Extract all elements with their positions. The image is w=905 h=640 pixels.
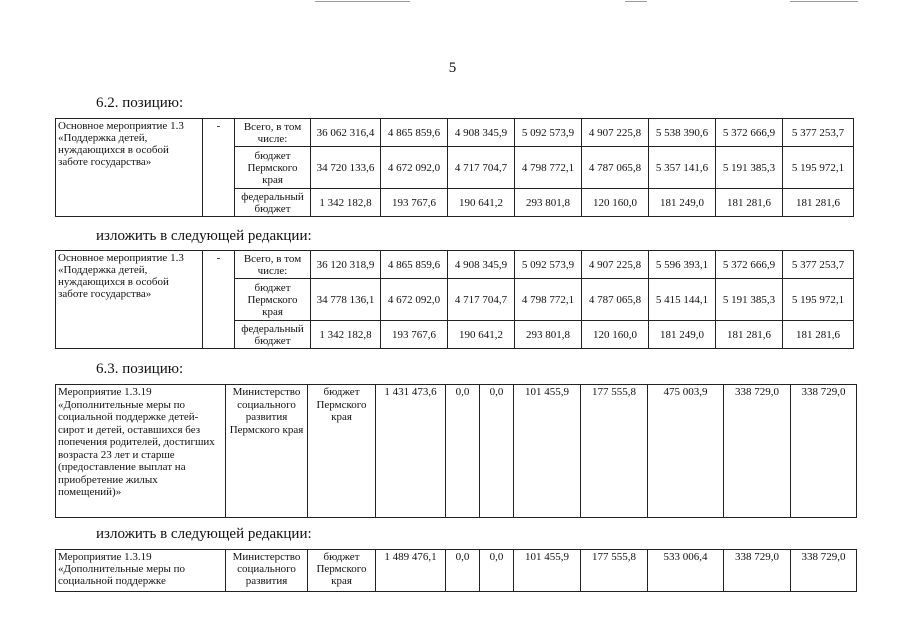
section-6-3-heading: 6.3. позицию: [96,361,184,377]
executor-cell: Министерство социального развития Пермского края [226,385,308,518]
value-cell: 190 641,2 [448,321,515,349]
value-cell: 533 006,4 [648,550,724,592]
value-cell: 5 538 390,6 [649,119,716,147]
executor-cell: - [203,251,235,349]
value-cell: 5 377 253,7 [783,251,854,279]
value-cell: 293 801,8 [515,321,582,349]
value-cell: 0,0 [446,385,480,518]
value-cell: 1 342 182,8 [311,189,381,217]
value-cell: 120 160,0 [582,189,649,217]
scan-edge-line [790,1,858,2]
value-cell: 4 672 092,0 [381,279,448,321]
value-cell: 4 672 092,0 [381,147,448,189]
value-cell: 190 641,2 [448,189,515,217]
value-cell: 193 767,6 [381,189,448,217]
row-label: федеральный бюджет [235,321,311,349]
value-cell: 181 281,6 [783,189,854,217]
measure-description: Основное мероприятие 1.3 «Поддержка детей, нуждающихся в особой заботе государства» [56,251,203,349]
measure-description: Мероприятие 1.3.19 «Дополнительные меры по социальной поддержке детей-сирот и детей, оставшихся без попечения родителей, достигших возраста 23 лет и старше (предоставление выплат на приобретение жилых помещений)» [56,385,226,518]
value-cell: 181 249,0 [649,189,716,217]
value-cell: 5 195 972,1 [783,147,854,189]
value-cell: 0,0 [480,385,514,518]
value-cell: 4 717 704,7 [448,147,515,189]
value-cell: 120 160,0 [582,321,649,349]
page-number: 5 [448,60,457,76]
value-cell: 338 729,0 [791,550,857,592]
table-6-2-new [55,250,854,349]
value-cell: 4 865 859,6 [381,119,448,147]
value-cell: 4 907 225,8 [582,119,649,147]
value-cell: 181 281,6 [716,189,783,217]
value-cell: 4 798 772,1 [515,147,582,189]
value-cell: 4 787 065,8 [582,147,649,189]
value-cell: 101 455,9 [514,550,581,592]
value-cell: 101 455,9 [514,385,581,518]
scan-edge-line [315,1,410,2]
value-cell: 36 120 318,9 [311,251,381,279]
table-6-2-old [55,118,854,217]
value-cell: 293 801,8 [515,189,582,217]
measure-description: Основное мероприятие 1.3 «Поддержка детей, нуждающихся в особой заботе государства» [56,119,203,217]
value-cell: 0,0 [446,550,480,592]
table-row [56,550,857,592]
section-6-3-replace-heading: изложить в следующей редакции: [96,526,312,542]
value-cell: 5 195 972,1 [783,279,854,321]
table-row [56,119,854,147]
value-cell: 1 431 473,6 [376,385,446,518]
value-cell: 4 908 345,9 [448,119,515,147]
table-6-3-new [55,549,857,592]
value-cell: 5 357 141,6 [649,147,716,189]
value-cell: 5 372 666,9 [716,119,783,147]
value-cell: 4 798 772,1 [515,279,582,321]
section-6-2-heading: 6.2. позицию: [96,95,184,111]
row-label: федеральный бюджет [235,189,311,217]
value-cell: 1 489 476,1 [376,550,446,592]
value-cell: 5 092 573,9 [515,251,582,279]
value-cell: 5 415 144,1 [649,279,716,321]
value-cell: 177 555,8 [581,385,648,518]
section-6-2-replace-heading: изложить в следующей редакции: [96,228,312,244]
executor-cell: - [203,119,235,217]
value-cell: 5 377 253,7 [783,119,854,147]
table-6-3-old [55,384,857,518]
value-cell: 5 372 666,9 [716,251,783,279]
value-cell: 5 191 385,3 [716,279,783,321]
funding-source-cell: бюджет Пермского края [308,550,376,592]
value-cell: 4 865 859,6 [381,251,448,279]
row-label: Всего, в том числе: [235,119,311,147]
value-cell: 4 908 345,9 [448,251,515,279]
value-cell: 181 249,0 [649,321,716,349]
value-cell: 4 907 225,8 [582,251,649,279]
table-row [56,251,854,279]
table-row [56,385,857,518]
value-cell: 5 596 393,1 [649,251,716,279]
value-cell: 338 729,0 [724,550,791,592]
row-label: Всего, в том числе: [235,251,311,279]
value-cell: 1 342 182,8 [311,321,381,349]
value-cell: 181 281,6 [716,321,783,349]
value-cell: 181 281,6 [783,321,854,349]
value-cell: 338 729,0 [791,385,857,518]
scan-edge-line [625,1,647,2]
value-cell: 5 191 385,3 [716,147,783,189]
value-cell: 5 092 573,9 [515,119,582,147]
value-cell: 34 720 133,6 [311,147,381,189]
row-label: бюджет Пермского края [235,147,311,189]
value-cell: 4 717 704,7 [448,279,515,321]
measure-description: Мероприятие 1.3.19 «Дополнительные меры по социальной поддержке [56,550,226,592]
value-cell: 0,0 [480,550,514,592]
value-cell: 338 729,0 [724,385,791,518]
executor-cell: Министерство социального развития [226,550,308,592]
value-cell: 4 787 065,8 [582,279,649,321]
value-cell: 34 778 136,1 [311,279,381,321]
value-cell: 36 062 316,4 [311,119,381,147]
row-label: бюджет Пермского края [235,279,311,321]
value-cell: 177 555,8 [581,550,648,592]
value-cell: 475 003,9 [648,385,724,518]
funding-source-cell: бюджет Пермского края [308,385,376,518]
value-cell: 193 767,6 [381,321,448,349]
